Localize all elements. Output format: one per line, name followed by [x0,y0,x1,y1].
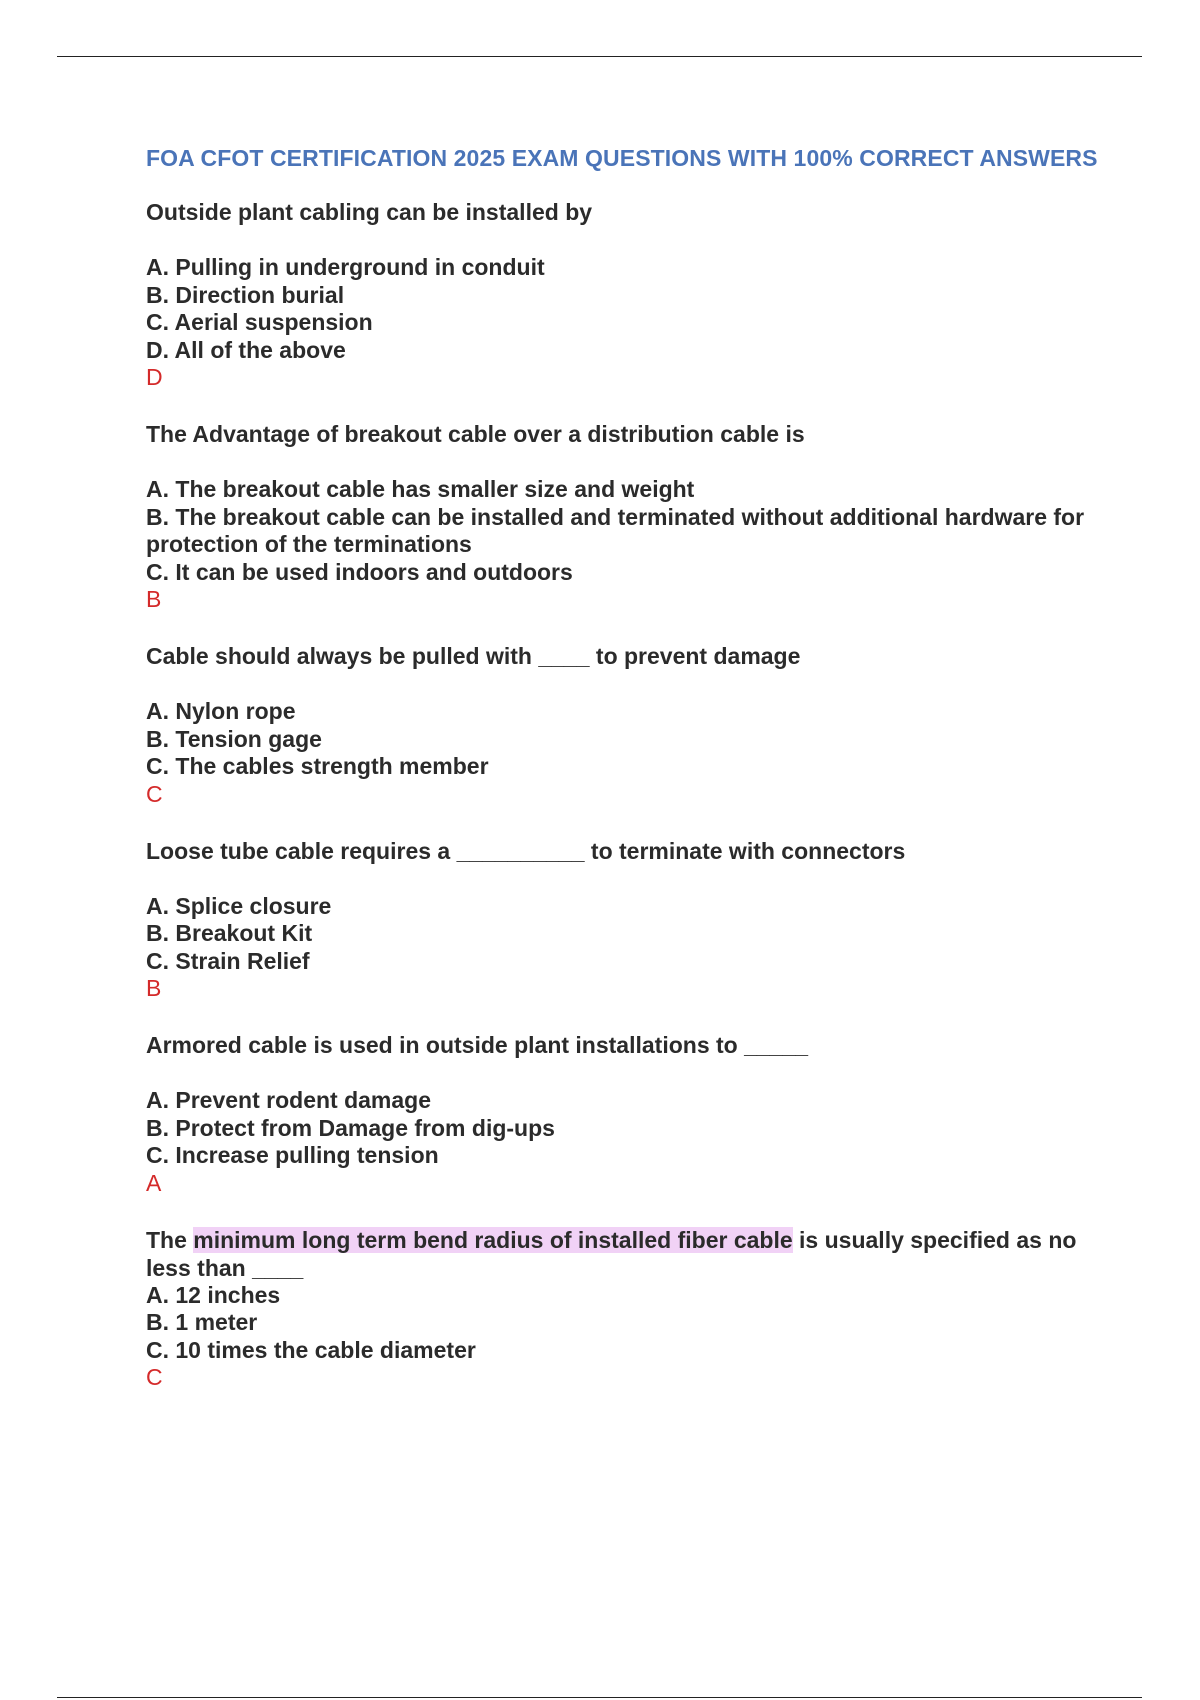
option-b: B. Direction burial [146,281,345,308]
option-a: A. Pulling in underground in conduit [146,254,545,280]
question-text: Outside plant cabling can be installed by [146,199,593,225]
option-a: A. 12 inches [146,1281,281,1308]
top-rule [57,56,1142,57]
option-b: B. 1 meter [146,1309,258,1335]
question-block [146,1031,1106,1197]
option-list [146,893,1106,976]
option-d: D. All of the above [146,336,346,363]
document-title: FOA CFOT CERTIFICATION 2025 EXAM QUESTIONS WITH 100% CORRECT ANSWERS [146,145,1098,171]
question-block [146,1226,1106,1392]
question-text-end: is usually specified as no less than ____ [146,1226,1077,1281]
question-block [146,198,1106,391]
question-block [146,642,1106,808]
option-a: A. Nylon rope [146,698,296,724]
option-list [146,1087,1106,1170]
option-b: B. Breakout Kit [146,920,313,946]
option-list [146,1282,1106,1365]
option-c: C. The cables strength member [146,753,489,779]
option-list [146,254,1106,364]
question-text: Armored cable is used in outside plant installations to _____ [146,1032,809,1058]
bottom-rule [57,1697,1142,1698]
option-c: C. Aerial suspension [146,309,373,335]
option-c: C. Increase pulling tension [146,1142,439,1168]
option-b: B. Tension gage [146,725,322,752]
correct-answer: B [146,975,162,1001]
option-a: A. Splice closure [146,892,332,919]
option-list [146,476,1106,586]
option-b: B. Protect from Damage from dig-ups [146,1114,555,1141]
option-c: C. 10 times the cable diameter [146,1336,476,1363]
option-list [146,698,1106,781]
correct-answer: B [146,586,162,612]
question-text: Cable should always be pulled with ____ to prevent damage [146,643,801,669]
document-body [146,144,1106,1420]
question-block [146,420,1106,613]
option-a: A. Prevent rodent damage [146,1087,432,1113]
question-text: Loose tube cable requires a __________ to terminate with connectors [146,837,906,864]
correct-answer: C [146,1364,163,1390]
question-text [146,1226,1106,1282]
option-c: C. Strain Relief [146,947,310,974]
option-b: B. The breakout cable can be installed and terminated without additional hardware for protection of the terminations [146,503,1085,557]
correct-answer: A [146,1169,162,1196]
highlighted-text: minimum long term bend radius of installed fiber cable [193,1226,793,1253]
correct-answer: D [146,364,163,390]
question-text: The Advantage of breakout cable over a distribution cable is [146,421,805,447]
option-c: C. It can be used indoors and outdoors [146,558,573,585]
question-text-start: The [146,1226,194,1253]
correct-answer: C [146,780,163,807]
question-block [146,837,1106,1003]
option-a: A. The breakout cable has smaller size and weight [146,476,695,502]
